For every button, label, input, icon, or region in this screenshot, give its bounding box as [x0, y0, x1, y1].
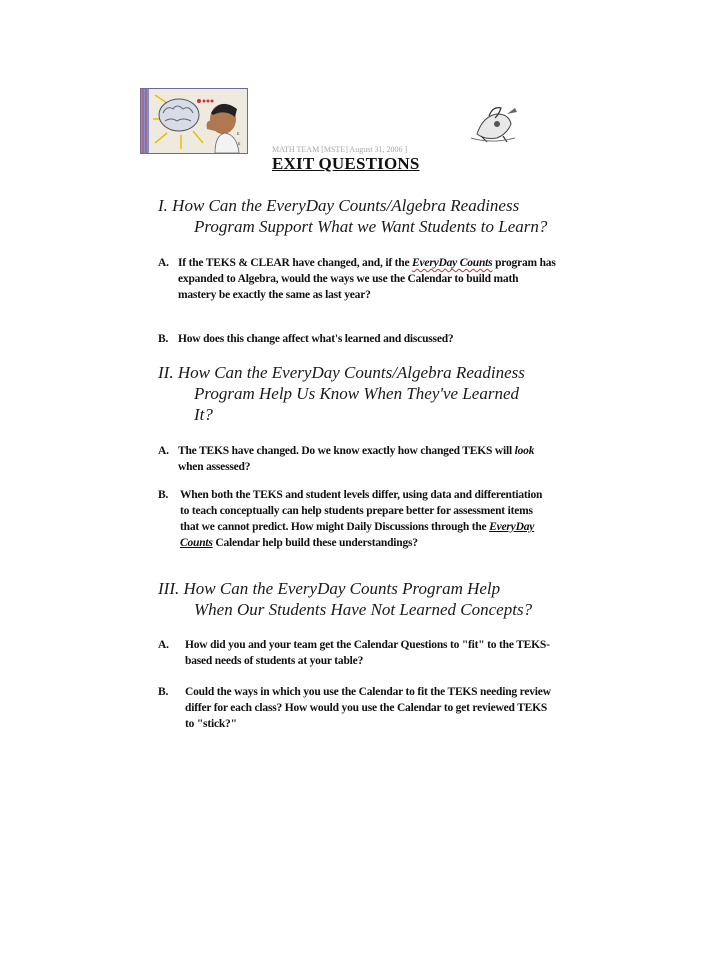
- question-text: [158, 487, 543, 551]
- question-text: How does this change affect what's learned and discussed?: [178, 333, 454, 345]
- emphasis-word: look: [514, 445, 535, 457]
- section-line: Program Support What we Want Students to Learn?: [194, 217, 548, 236]
- section-numeral: I.: [158, 196, 168, 215]
- section-line: It?: [194, 405, 213, 424]
- program-name-emphasis: EveryDay Counts: [412, 257, 493, 269]
- question-letter: B.: [158, 333, 169, 345]
- question-1b: [158, 331, 558, 347]
- question-text-part: Calendar help build these understandings?: [212, 537, 418, 549]
- section-line: When Our Students Have Not Learned Concepts?: [194, 600, 533, 619]
- question-letter: A.: [158, 639, 169, 651]
- question-text: How did you and your team get the Calendar Questions to "fit" to the TEKS-based needs of students at your table?: [185, 639, 550, 667]
- question-text-part: when assessed?: [178, 461, 251, 473]
- section-heading-1: [158, 195, 547, 237]
- question-2b: [158, 487, 543, 551]
- question-text-part: If the TEKS & CLEAR have changed, and, if the: [178, 257, 413, 269]
- section-heading-3: [158, 578, 532, 620]
- page-title: EXIT QUESTIONS: [272, 154, 420, 173]
- question-text-part: program has expanded to Algebra, would the ways we use the Calendar to build math mastery be exactly the same as last year?: [178, 257, 556, 301]
- section-numeral: III.: [158, 579, 180, 598]
- header-meta-line: MATH TEAM [MSTE] August 31, 2006 ]: [272, 145, 408, 154]
- question-3b: [158, 684, 553, 732]
- question-text: [158, 443, 538, 475]
- question-1a: [158, 255, 558, 303]
- section-line: Program Help Us Know When They've Learned: [194, 384, 520, 403]
- question-letter: A.: [158, 257, 169, 269]
- svg-text:ε: ε: [238, 141, 241, 147]
- section-heading-2: [158, 362, 525, 425]
- question-text: Could the ways in which you use the Calendar to fit the TEKS needing review differ for each class? How would you use the Calendar to get reviewed TEKS to "stick?": [185, 686, 551, 730]
- program-name-emphasis: EveryDay Counts: [180, 521, 535, 549]
- section-line: How Can the EveryDay Counts Program Help: [183, 579, 501, 598]
- svg-text:ε: ε: [237, 131, 240, 137]
- question-text: [158, 255, 558, 303]
- question-3a: [158, 637, 558, 669]
- question-letter: B.: [158, 489, 169, 501]
- section-line: How Can the EveryDay Counts/Algebra Readiness: [172, 196, 520, 215]
- thinking-person-clipart: [140, 88, 248, 154]
- question-2a: [158, 443, 538, 475]
- section-line: How Can the EveryDay Counts/Algebra Readiness: [177, 363, 525, 382]
- brain-thinker-icon: [141, 89, 247, 153]
- cartoon-sketch-icon: [467, 104, 523, 144]
- question-letter: A.: [158, 445, 169, 457]
- sketch-clipart: [467, 104, 523, 144]
- question-text-part: When both the TEKS and student levels differ, using data and differentiation to teach conceptually can help students prepare better for assessment items that we cannot predict. How might Daily Discussions through the: [180, 489, 543, 533]
- section-numeral: II.: [158, 363, 174, 382]
- question-text-part: The TEKS have changed. Do we know exactly how changed TEKS will: [178, 445, 515, 457]
- question-letter: B.: [158, 686, 169, 698]
